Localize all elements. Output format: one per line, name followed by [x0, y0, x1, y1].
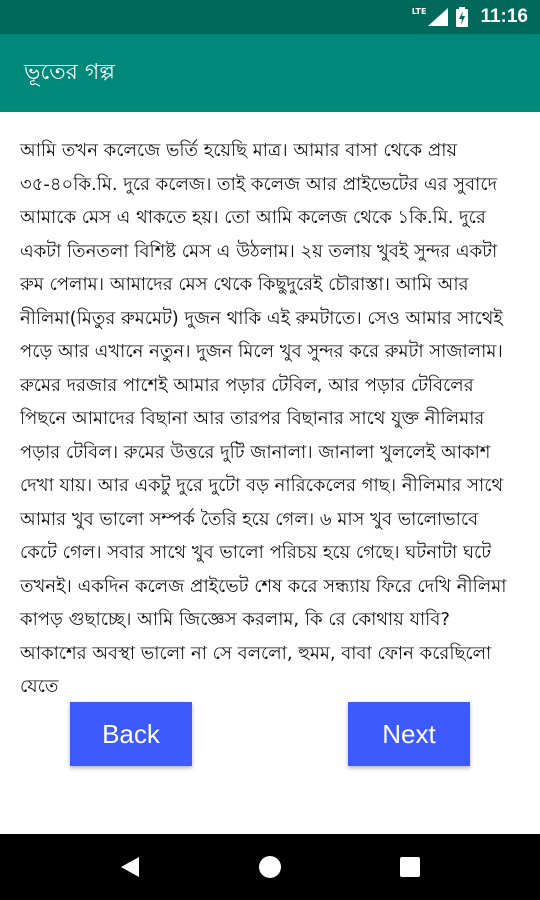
- status-bar: [0, 0, 540, 34]
- story-text: আমি তখন কলেজে ভর্তি হয়েছি মাত্র। আমার বাসা থেকে প্রায় ৩৫-৪০কি.মি. দুরে কলেজ। তাই কলেজ আর প্রাইভেটের এর সুবাদে আমাকে মেস এ থাকতে হয়। তো আমি কলেজ থেকে ১কি.মি. দুরে একটা তিনতলা বিশিষ্ট মেস এ উঠলাম। ২য় তলায় খুবই সুন্দর একটা রুম পেলাম। আমাদের মেস থেকে কিছুদুরেই চৌরাস্তা। আমি আর নীলিমা(মিতুর রুমমেট) দুজন থাকি এই রুমটাতে। সেও আমার সাথেই পড়ে আর এখানে নতুন। দুজন মিলে খুব সুন্দর করে রুমটা সাজালাম। রুমের দরজার পাশেই আমার পড়ার টেবিল, আর পড়ার টেবিলের পিছনে আমাদের বিছানা আর তারপর বিছানার সাথে যুক্ত নীলিমার পড়ার টেবিল। রুমের উত্তরে দুটি জানালা। জানালা খুললেই আকাশ দেখা যায়। আর একটু দুরে দুটো বড় নারিকেলের গাছ। নীলিমার সাথে আমার খুব ভালো সম্পর্ক তৈরি হয়ে গেল। ৬ মাস খুব ভালোভাবে কেটে গেল। সবার সাথে খুব ভালো পরিচয় হয়ে গেছে। ঘটনাটা ঘটে তখনই। একদিন কলেজ প্রাইভেট শেষ করে সন্ধ্যায় ফিরে দেখি নীলিমা কাপড় গুছাচ্ছে। আমি জিজ্ঞেস করলাম, কি রে কোথায় যাবি? আকাশের অবস্থা ভালো না সে বললো, হুমম, বাবা ফোন করেছিলো যেতে: [20, 140, 507, 697]
- recents-square-icon[interactable]: [390, 847, 430, 887]
- status-icons: [412, 6, 528, 28]
- system-navigation-bar: [0, 834, 540, 900]
- back-button[interactable]: Back: [70, 702, 192, 766]
- app-bar: [0, 34, 540, 112]
- next-button[interactable]: Next: [348, 702, 470, 766]
- back-triangle-icon[interactable]: [110, 847, 150, 887]
- home-circle-icon[interactable]: [250, 847, 290, 887]
- battery-charging-icon: [456, 7, 468, 27]
- signal-icon: [428, 8, 448, 26]
- clock: 11:16: [480, 6, 528, 27]
- page-title: ভূতের গল্প: [24, 59, 115, 85]
- network-type-label: LTE: [411, 6, 427, 16]
